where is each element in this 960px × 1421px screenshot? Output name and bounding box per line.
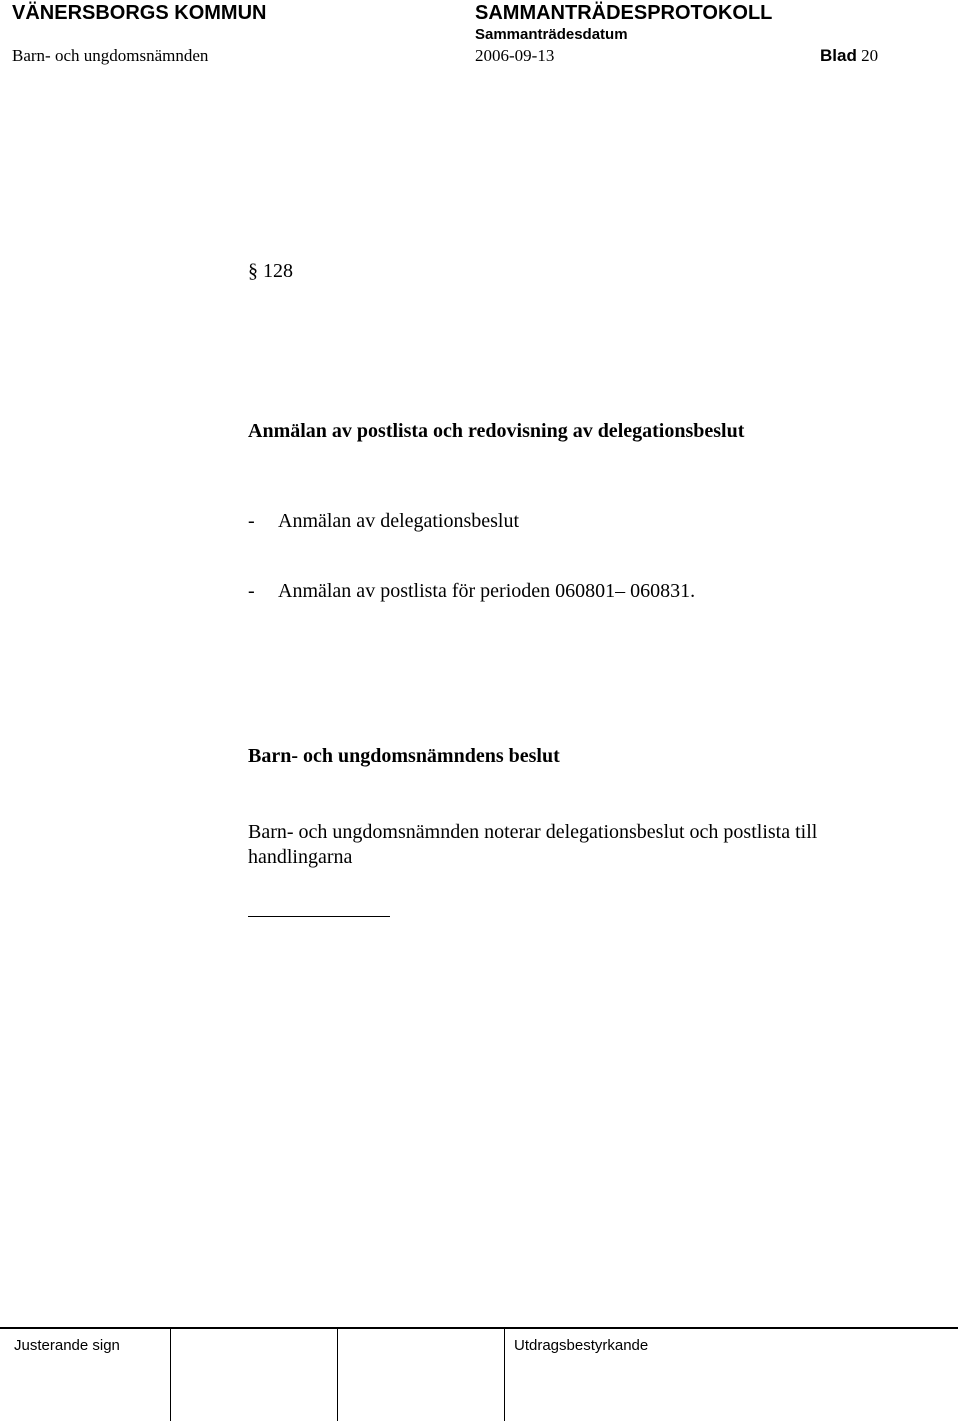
list-item-text: Anmälan av delegationsbeslut [278, 510, 520, 532]
committee-name: Barn- och ungdomsnämnden [12, 46, 209, 65]
page-number: 20 [861, 46, 879, 65]
footer-column-divider [504, 1327, 505, 1421]
list-item-text: Anmälan av postlista för perioden 060801– 060831. [278, 580, 696, 602]
municipality-name: VÄNERSBORGS KOMMUN [12, 2, 267, 24]
footer-column-divider [170, 1327, 171, 1421]
decision-text: Barn- och ungdomsnämnden noterar delegationsbeslut och postlista till handlingarna [248, 821, 818, 868]
meeting-date: 2006-09-13 [475, 46, 555, 65]
protocol-title: SAMMANTRÄDESPROTOKOLL [475, 2, 773, 24]
list-item [248, 580, 695, 603]
footer-sign-label: Justerande sign [14, 1337, 120, 1354]
date-label: Sammanträdesdatum [475, 26, 628, 43]
section-title: Anmälan av postlista och redovisning av delegationsbeslut [248, 420, 745, 442]
page-reference [820, 46, 878, 66]
list-dash: - [248, 510, 255, 532]
footer-column-divider [337, 1327, 338, 1421]
footer-certify-label: Utdragsbestyrkande [514, 1337, 649, 1354]
page-label: Blad [820, 46, 857, 65]
end-divider [248, 916, 390, 917]
list-dash: - [248, 580, 255, 602]
list-item [248, 510, 519, 533]
decision-heading: Barn- och ungdomsnämndens beslut [248, 745, 560, 767]
paragraph-reference: § 128 [248, 260, 293, 282]
footer-divider [0, 1327, 958, 1329]
